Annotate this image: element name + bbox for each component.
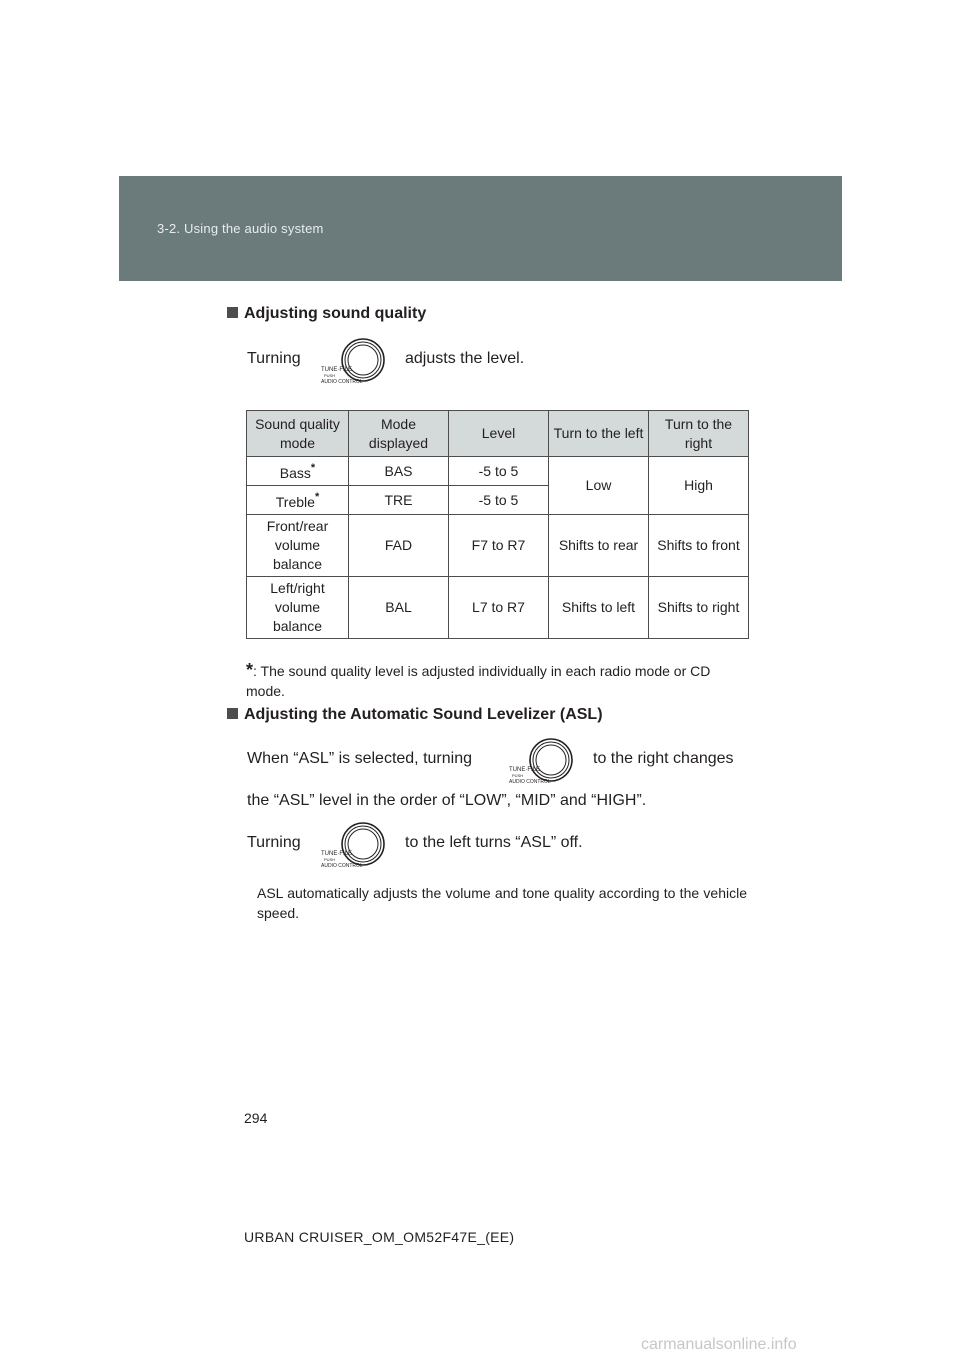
table-cell: Shifts to rear <box>549 515 649 577</box>
table-row <box>247 457 749 486</box>
table-row <box>247 577 749 639</box>
table-cell: Front/rear volume balance <box>247 515 349 577</box>
square-bullet-icon <box>227 708 238 719</box>
table-header-row <box>247 411 749 457</box>
turning-label: Turning <box>247 350 301 367</box>
table-cell: F7 to R7 <box>449 515 549 577</box>
watermark: carmanualsonline.info <box>641 1336 797 1353</box>
asl-line3-start: Turning <box>247 834 301 851</box>
svg-text:TUNE·FILE: TUNE·FILE <box>509 767 541 773</box>
page-number: 294 <box>244 1110 268 1126</box>
asl-line3-end: to the left turns “ASL” off. <box>405 834 583 851</box>
asterisk-mark: * <box>310 462 316 474</box>
table-cell: -5 to 5 <box>449 486 549 515</box>
svg-text:AUDIO CONTROL: AUDIO CONTROL <box>321 379 363 385</box>
svg-text:PUSH: PUSH <box>324 373 336 378</box>
sound-quality-table <box>246 410 749 639</box>
table-cell: Treble* <box>247 486 349 515</box>
tune-file-audio-control-knob-icon <box>318 820 386 870</box>
section-title: 3-2. Using the audio system <box>157 221 324 236</box>
table-row <box>247 515 749 577</box>
square-bullet-icon <box>227 307 238 318</box>
tune-file-audio-control-knob-icon <box>318 336 386 386</box>
asl-line1-start: When “ASL” is selected, turning <box>247 750 472 767</box>
table-cell: L7 to R7 <box>449 577 549 639</box>
asl-line2: the “ASL” level in the order of “LOW”, “MID” and “HIGH”. <box>247 792 647 809</box>
table-header-cell: Sound quality mode <box>247 411 349 457</box>
table-cell: -5 to 5 <box>449 457 549 486</box>
svg-text:AUDIO CONTROL: AUDIO CONTROL <box>321 863 363 869</box>
svg-text:TUNE·FILE: TUNE·FILE <box>321 851 353 857</box>
table-cell: Bass* <box>247 457 349 486</box>
svg-text:TUNE·FILE: TUNE·FILE <box>321 367 353 373</box>
table-header-cell: Turn to the left <box>549 411 649 457</box>
heading-adjusting-asl: Adjusting the Automatic Sound Levelizer (ASL) <box>227 706 603 724</box>
table-cell: BAL <box>349 577 449 639</box>
table-header-cell: Mode displayed <box>349 411 449 457</box>
table-cell: BAS <box>349 457 449 486</box>
document-footer: URBAN CRUISER_OM_OM52F47E_(EE) <box>244 1229 515 1245</box>
asl-note: ASL automatically adjusts the volume and tone quality according to the vehicle speed. <box>257 885 747 921</box>
table-cell: Shifts to left <box>549 577 649 639</box>
tune-file-audio-control-knob-icon <box>506 736 574 786</box>
svg-text:AUDIO CONTROL: AUDIO CONTROL <box>509 779 551 785</box>
asterisk-mark: * <box>314 491 320 503</box>
table-cell: Shifts to right <box>649 577 749 639</box>
table-header-cell: Turn to the right <box>649 411 749 457</box>
table-header-cell: Level <box>449 411 549 457</box>
table-footnote: *: The sound quality level is adjusted individually in each radio mode or CD mode. <box>246 660 711 699</box>
heading-adjusting-sound-quality: Adjusting sound quality <box>227 305 426 323</box>
table-cell: Shifts to front <box>649 515 749 577</box>
table-cell: High <box>649 457 749 515</box>
table-cell: FAD <box>349 515 449 577</box>
adjusts-level-text: adjusts the level. <box>405 350 525 367</box>
table-cell: Left/right volume balance <box>247 577 349 639</box>
svg-text:PUSH: PUSH <box>512 773 524 778</box>
asterisk-mark: * <box>246 660 254 680</box>
table-cell: Low <box>549 457 649 515</box>
svg-text:PUSH: PUSH <box>324 857 336 862</box>
table-cell: TRE <box>349 486 449 515</box>
asl-line1-end: to the right changes <box>593 750 734 767</box>
section-header-bar <box>119 176 842 281</box>
